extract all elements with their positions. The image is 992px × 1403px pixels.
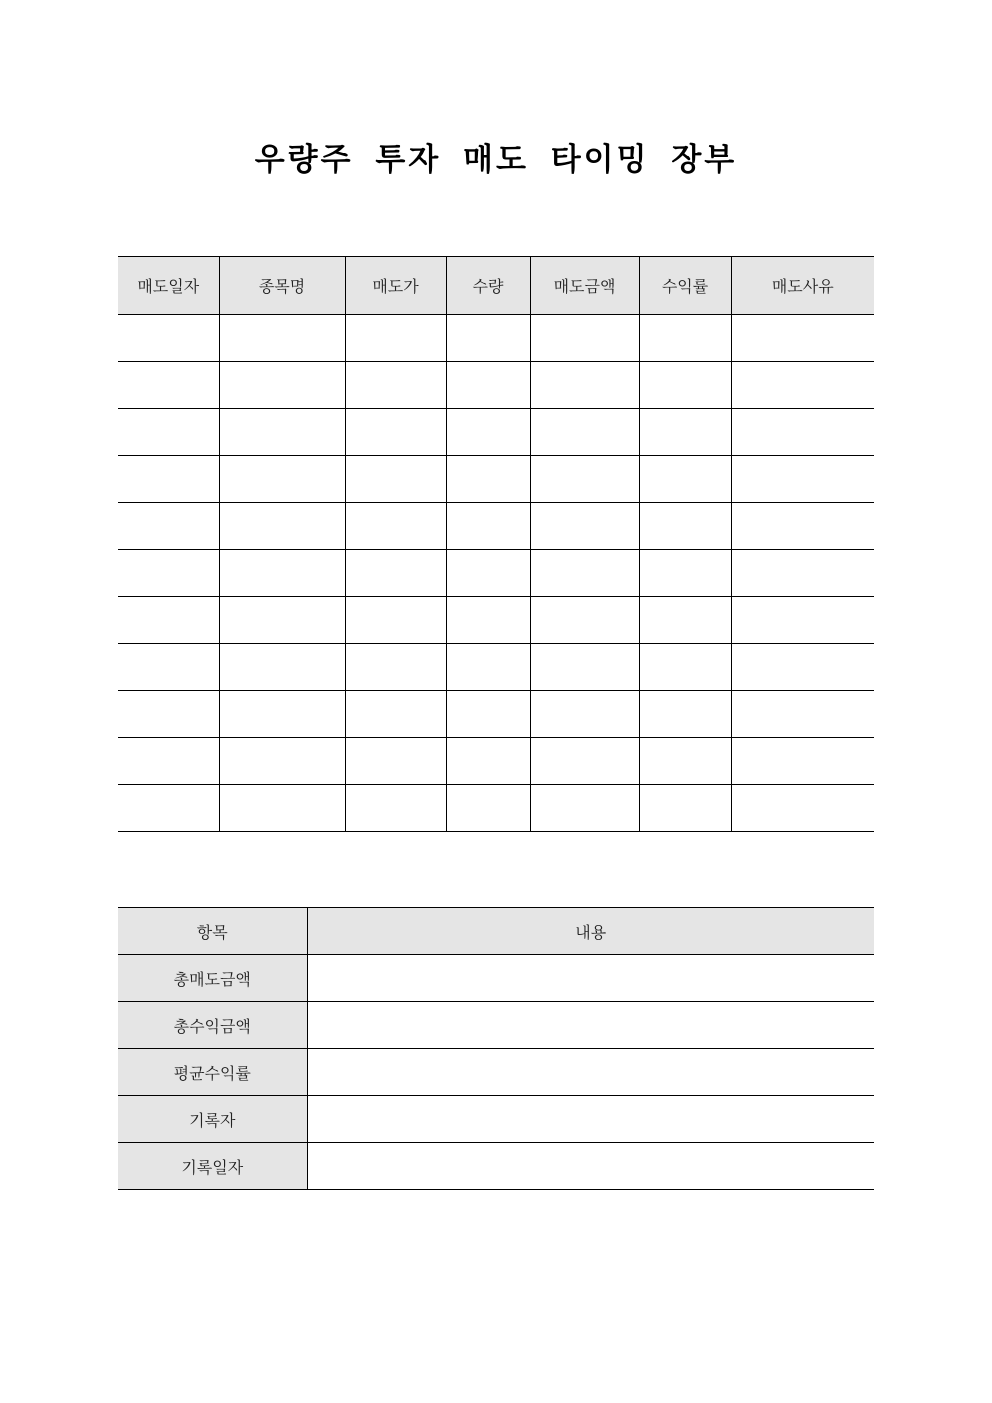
cell-sale-price[interactable] [345,597,446,644]
summary-value[interactable] [307,1049,874,1096]
cell-quantity[interactable] [446,597,530,644]
cell-sale-reason[interactable] [731,550,874,597]
cell-sale-date[interactable] [118,315,219,362]
sales-log-table [118,256,874,832]
table-row [118,738,874,785]
cell-quantity[interactable] [446,738,530,785]
cell-return-rate[interactable] [639,644,731,691]
cell-stock-name[interactable] [219,597,345,644]
cell-sale-amount[interactable] [530,738,639,785]
table-row [118,362,874,409]
cell-quantity[interactable] [446,550,530,597]
cell-stock-name[interactable] [219,691,345,738]
page-title: 우량주 투자 매도 타이밍 장부 [254,142,738,178]
cell-sale-price[interactable] [345,456,446,503]
cell-sale-reason[interactable] [731,738,874,785]
cell-sale-amount[interactable] [530,315,639,362]
cell-sale-date[interactable] [118,738,219,785]
cell-sale-reason[interactable] [731,597,874,644]
summary-label: 총매도금액 [118,955,307,1002]
cell-sale-date[interactable] [118,362,219,409]
cell-return-rate[interactable] [639,785,731,832]
cell-quantity[interactable] [446,456,530,503]
cell-sale-date[interactable] [118,644,219,691]
cell-sale-date[interactable] [118,691,219,738]
header-sale-date: 매도일자 [118,257,219,315]
summary-value[interactable] [307,1096,874,1143]
cell-sale-reason[interactable] [731,409,874,456]
cell-sale-date[interactable] [118,550,219,597]
header-stock-name: 종목명 [219,257,345,315]
cell-quantity[interactable] [446,315,530,362]
cell-sale-reason[interactable] [731,691,874,738]
cell-sale-reason[interactable] [731,362,874,409]
summary-label: 총수익금액 [118,1002,307,1049]
table-row [118,315,874,362]
cell-stock-name[interactable] [219,738,345,785]
cell-sale-amount[interactable] [530,550,639,597]
cell-sale-price[interactable] [345,503,446,550]
cell-quantity[interactable] [446,785,530,832]
header-sale-amount: 매도금액 [530,257,639,315]
header-content: 내용 [307,908,874,955]
table-row [118,503,874,550]
summary-row [118,1096,874,1143]
cell-sale-price[interactable] [345,738,446,785]
cell-sale-amount[interactable] [530,785,639,832]
cell-sale-price[interactable] [345,409,446,456]
header-return-rate: 수익률 [639,257,731,315]
cell-sale-price[interactable] [345,644,446,691]
cell-sale-date[interactable] [118,597,219,644]
cell-sale-reason[interactable] [731,785,874,832]
cell-sale-price[interactable] [345,785,446,832]
summary-label: 기록자 [118,1096,307,1143]
cell-return-rate[interactable] [639,691,731,738]
table-row [118,550,874,597]
cell-sale-price[interactable] [345,550,446,597]
cell-sale-reason[interactable] [731,503,874,550]
cell-stock-name[interactable] [219,456,345,503]
table-row [118,785,874,832]
summary-header-row [118,908,874,955]
cell-sale-date[interactable] [118,456,219,503]
cell-return-rate[interactable] [639,315,731,362]
cell-return-rate[interactable] [639,738,731,785]
table-row [118,409,874,456]
table-row [118,456,874,503]
cell-sale-date[interactable] [118,503,219,550]
cell-sale-price[interactable] [345,362,446,409]
cell-return-rate[interactable] [639,597,731,644]
header-item: 항목 [118,908,307,955]
table-row [118,691,874,738]
cell-stock-name[interactable] [219,550,345,597]
cell-sale-amount[interactable] [530,691,639,738]
cell-quantity[interactable] [446,691,530,738]
cell-sale-amount[interactable] [530,644,639,691]
cell-return-rate[interactable] [639,550,731,597]
cell-sale-reason[interactable] [731,456,874,503]
summary-row [118,1049,874,1096]
summary-value[interactable] [307,955,874,1002]
summary-label: 평균수익률 [118,1049,307,1096]
header-quantity: 수량 [446,257,530,315]
cell-stock-name[interactable] [219,362,345,409]
cell-sale-amount[interactable] [530,409,639,456]
cell-sale-date[interactable] [118,409,219,456]
cell-quantity[interactable] [446,644,530,691]
cell-sale-amount[interactable] [530,362,639,409]
cell-sale-reason[interactable] [731,644,874,691]
cell-quantity[interactable] [446,409,530,456]
cell-sale-amount[interactable] [530,597,639,644]
cell-quantity[interactable] [446,362,530,409]
table-row [118,597,874,644]
summary-value[interactable] [307,1143,874,1190]
cell-sale-price[interactable] [345,315,446,362]
summary-row [118,955,874,1002]
summary-row [118,1002,874,1049]
cell-quantity[interactable] [446,503,530,550]
cell-sale-price[interactable] [345,691,446,738]
cell-stock-name[interactable] [219,644,345,691]
cell-sale-amount[interactable] [530,456,639,503]
table-header-row [118,257,874,315]
summary-row [118,1143,874,1190]
header-sale-reason: 매도사유 [731,257,874,315]
cell-sale-amount[interactable] [530,503,639,550]
header-sale-price: 매도가 [345,257,446,315]
cell-return-rate[interactable] [639,362,731,409]
cell-return-rate[interactable] [639,503,731,550]
cell-return-rate[interactable] [639,456,731,503]
summary-label: 기록일자 [118,1143,307,1190]
summary-table [118,907,874,1190]
cell-return-rate[interactable] [639,409,731,456]
summary-value[interactable] [307,1002,874,1049]
cell-sale-date[interactable] [118,785,219,832]
cell-sale-reason[interactable] [731,315,874,362]
cell-stock-name[interactable] [219,315,345,362]
cell-stock-name[interactable] [219,409,345,456]
cell-stock-name[interactable] [219,503,345,550]
table-row [118,644,874,691]
cell-stock-name[interactable] [219,785,345,832]
